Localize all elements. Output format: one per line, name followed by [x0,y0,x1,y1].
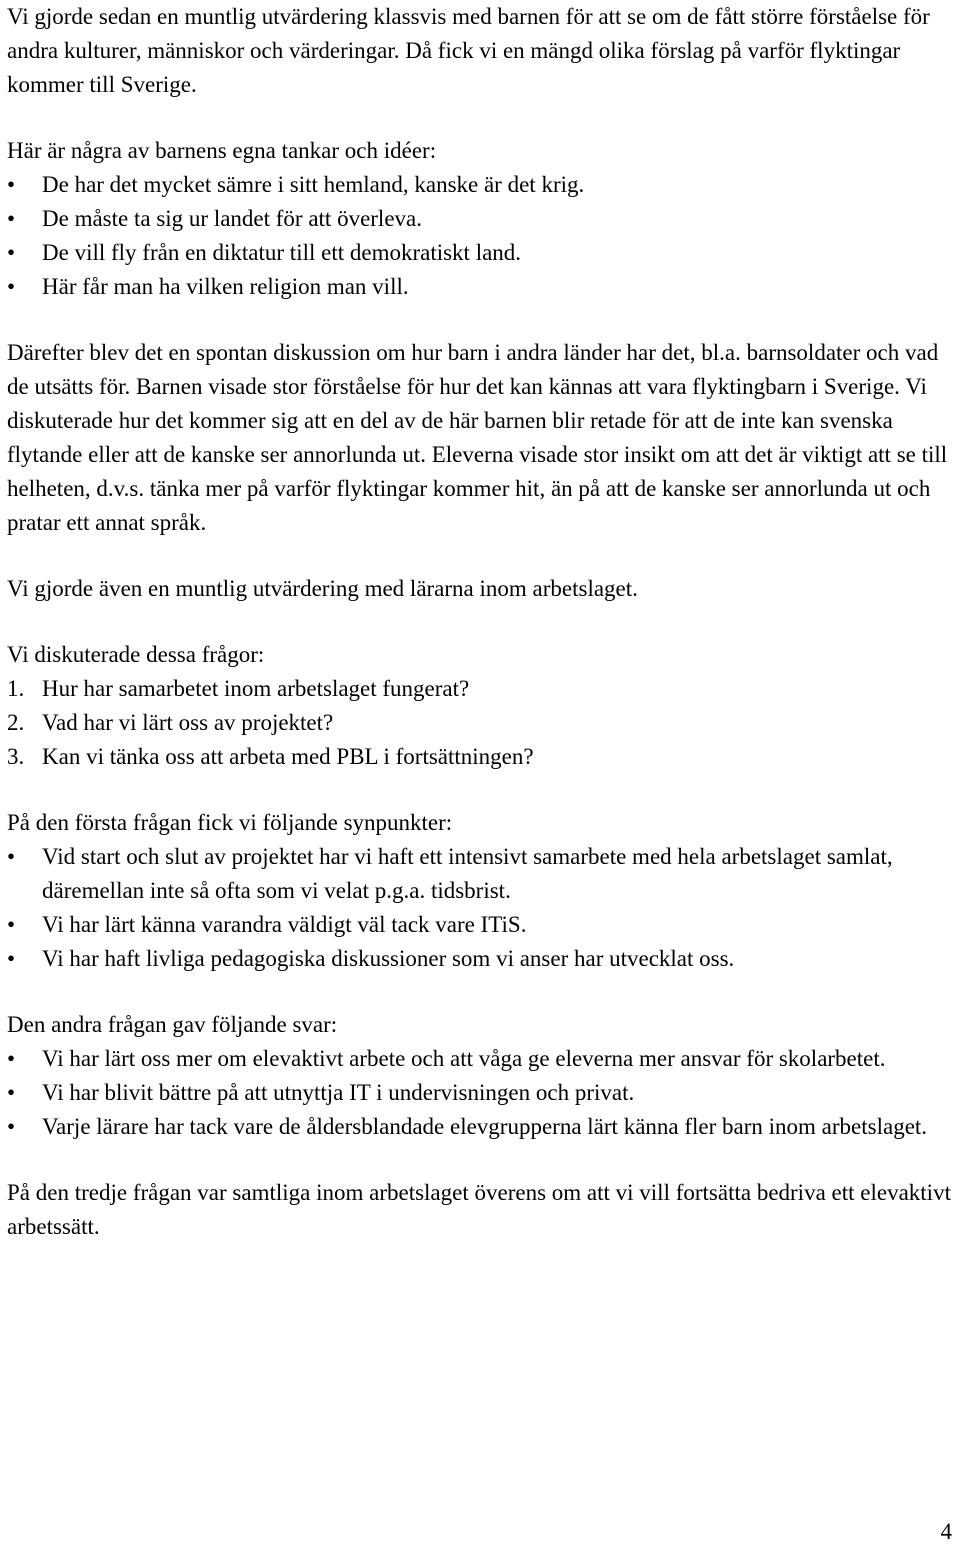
list-item-text: Varje lärare har tack vare de åldersblandade elevgrupperna lärt känna fler barn inom arbetslaget. [42,1114,928,1139]
list-item-text: Vi har lärt känna varandra väldigt väl tack vare ITiS. [42,912,527,937]
second-question-list [7,1042,952,1144]
list-item [7,168,952,202]
list-item [7,202,952,236]
discussion-paragraph: Därefter blev det en spontan diskussion om hur barn i andra länder har det, bl.a. barnsoldater och vad de utsätts för. Barnen visade stor förståelse för hur det kan kännas att vara flyktingbarn i Sverige. Vi diskuterade hur det kommer sig att en del av de här barnen blir retade för att de inte kan svenska flytande eller att de kanske ser annorlunda ut. Eleverna visade stor insikt om att det är viktigt att se till helheten, d.v.s. tänka mer på varför flyktingar kommer hit, än på att de kanske ser annorlunda ut och pratar ett annat språk. [7,340,948,535]
teacher-evaluation-paragraph: Vi gjorde även en muntlig utvärdering med lärarna inom arbetslaget. [7,576,638,601]
ideas-list [7,168,952,304]
list-item-text: Vi har lärt oss mer om elevaktivt arbete och att våga ge eleverna mer ansvar för skolarbetet. [42,1046,886,1071]
list-item [7,270,952,304]
bullet-icon: • [7,172,16,197]
list-item-text: Kan vi tänka oss att arbeta med PBL i fortsättningen? [42,744,534,769]
bullet-icon: • [7,240,16,265]
list-number: 3. [7,744,25,769]
list-item [7,1110,952,1144]
list-item [7,908,952,942]
list-number: 2. [7,710,25,735]
bullet-icon: • [7,844,16,869]
ideas-heading: Här är några av barnens egna tankar och idéer: [7,138,437,163]
first-question-heading: På den första frågan fick vi följande synpunkter: [7,810,453,835]
bullet-icon: • [7,912,16,937]
list-item-text: Vi har haft livliga pedagogiska diskussioner som vi anser har utvecklat oss. [42,946,735,971]
page-number: 4 [940,1519,952,1544]
list-item-text: Vad har vi lärt oss av projektet? [42,710,334,735]
list-item-text: Vi har blivit bättre på att utnyttja IT i undervisningen och privat. [42,1080,635,1105]
questions-list [7,672,952,774]
third-question-paragraph: På den tredje frågan var samtliga inom arbetslaget överens om att vi vill fortsätta bedriva ett elevaktivt arbetssätt. [7,1180,951,1239]
list-item-text: De har det mycket sämre i sitt hemland, kanske är det krig. [42,172,585,197]
second-question-heading: Den andra frågan gav följande svar: [7,1012,338,1037]
questions-heading: Vi diskuterade dessa frågor: [7,642,265,667]
list-item-text: De vill fly från en diktatur till ett demokratiskt land. [42,240,522,265]
bullet-icon: • [7,1114,16,1139]
bullet-icon: • [7,274,16,299]
list-item [7,672,952,706]
document-page [7,0,952,1244]
bullet-icon: • [7,1046,16,1071]
bullet-icon: • [7,1080,16,1105]
list-item [7,840,952,908]
first-question-list [7,840,952,976]
list-item-text: Här får man ha vilken religion man vill. [42,274,409,299]
list-item [7,1076,952,1110]
intro-paragraph: Vi gjorde sedan en muntlig utvärdering klassvis med barnen för att se om de fått större förståelse för andra kulturer, människor och värderingar. Då fick vi en mängd olika förslag på varför flyktingar kommer till Sverige. [7,4,930,97]
list-item [7,942,952,976]
list-item [7,740,952,774]
list-item [7,706,952,740]
list-item-text: De måste ta sig ur landet för att överleva. [42,206,422,231]
list-item [7,236,952,270]
list-item-text: Vid start och slut av projektet har vi haft ett intensivt samarbete med hela arbetslaget samlat, däremellan inte så ofta som vi velat p.g.a. tidsbrist. [42,844,893,903]
bullet-icon: • [7,946,16,971]
list-item-text: Hur har samarbetet inom arbetslaget fungerat? [42,676,470,701]
bullet-icon: • [7,206,16,231]
list-number: 1. [7,676,25,701]
list-item [7,1042,952,1076]
